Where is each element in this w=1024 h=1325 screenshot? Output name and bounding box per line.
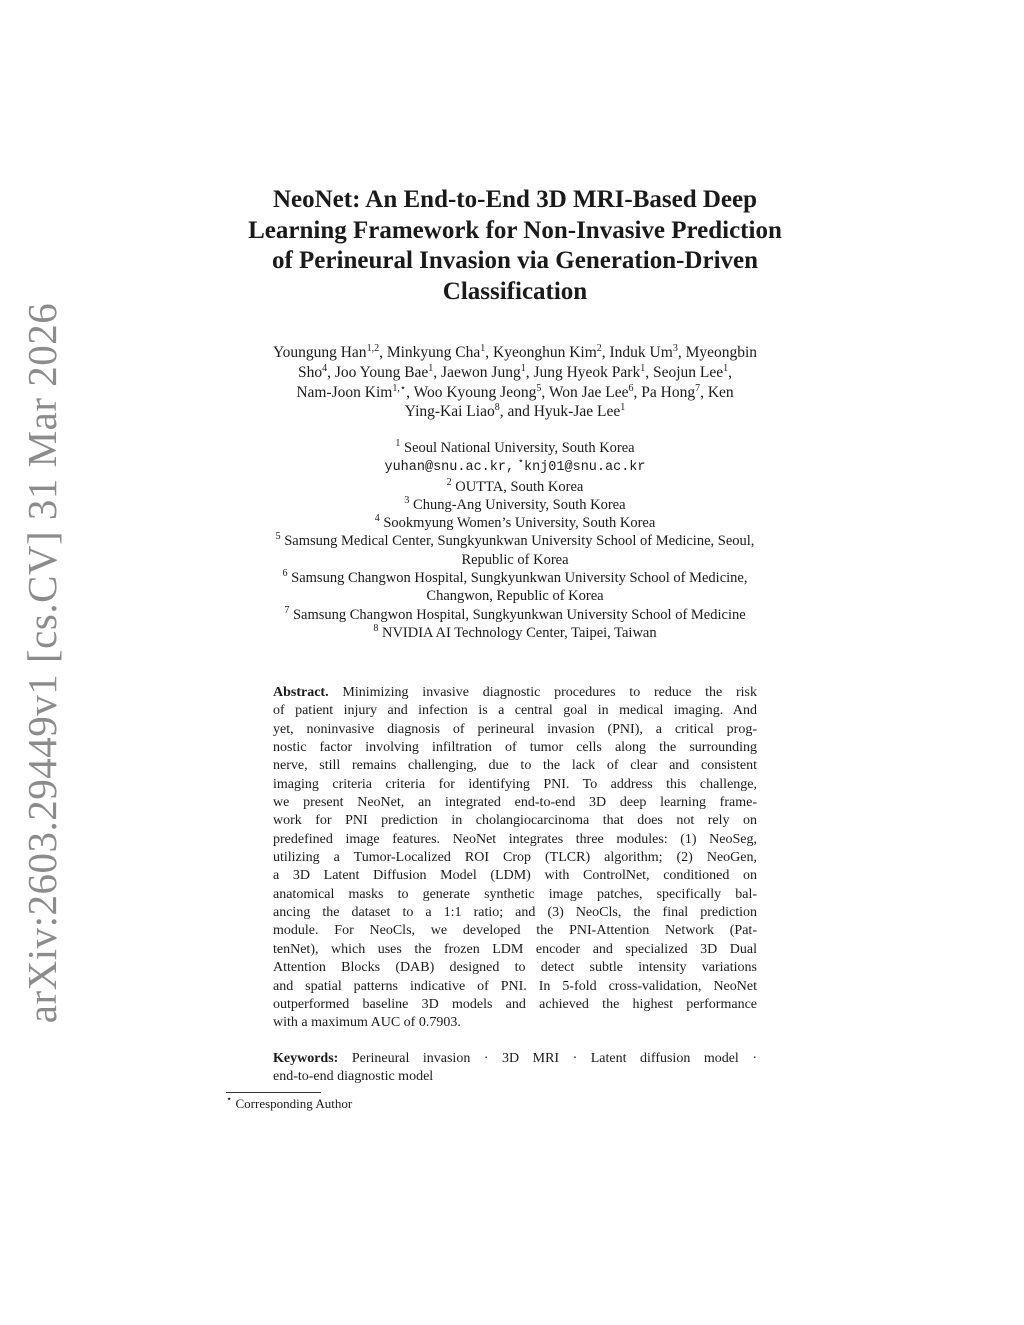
affiliation-emails (200, 457, 830, 477)
affiliation-number: 7 (284, 604, 290, 616)
email-link[interactable]: yuhan@snu.ac.kr, (384, 460, 515, 476)
author-affiliation-mark: 4 (322, 362, 328, 374)
author-name: Myeongbin (685, 344, 758, 361)
author-list (200, 343, 830, 422)
author-separator: , (601, 344, 610, 361)
abstract-line: imaging criteria criteria for identifying PNI. To address this challenge, (273, 776, 757, 792)
abstract-line: utilizing a Tumor-Localized ROI Crop (TLCR) algorithm; (2) NeoGen, (273, 850, 757, 866)
author-affiliation-mark: 3 (672, 343, 678, 354)
affiliation-number: 2 (446, 476, 452, 488)
author-line (200, 343, 830, 363)
abstract-line: module. For NeoCls, we developed the PNI-Attention Network (Pat- (273, 923, 757, 939)
author-name: Jung Hyeok Park (533, 363, 641, 381)
abstract-line: and spatial patterns indicative of PNI. In 5-fold cross-validation, NeoNet (273, 978, 757, 994)
author-name: Woo Kyoung Jeong (413, 383, 537, 401)
title-line: of Perineural Invasion via Generation-Driven (271, 247, 759, 274)
author-affiliation-mark: 1 (640, 362, 646, 374)
author-name: Pa Hong (641, 383, 696, 401)
author-separator: , (525, 363, 534, 381)
author-affiliation-mark: 1 (428, 362, 434, 374)
author-separator: , (485, 344, 493, 361)
author-affiliation-mark: 1 (723, 362, 729, 374)
abstract (273, 684, 757, 1033)
affiliation-text: Samsung Changwon Hospital, Sungkyunkwan University School of Medicine, (291, 570, 748, 587)
author-name: Sho (297, 363, 323, 381)
affiliation-number: 5 (275, 531, 281, 543)
author-separator: , (406, 383, 414, 401)
author-separator: , (633, 383, 642, 401)
abstract-line: a 3D Latent Diffusion Model (LDM) with ControlNet, conditioned on (273, 868, 757, 884)
affiliation-number: 6 (282, 568, 288, 580)
affiliation-text: Sookmyung Women’s University, South Korea (383, 515, 656, 532)
abstract-line (273, 684, 757, 702)
affiliation-6 (200, 569, 830, 587)
title-line: Learning Framework for Non-Invasive Prediction (248, 216, 782, 244)
affiliation-5 (200, 532, 830, 550)
keywords-label: Keywords: (273, 1051, 339, 1066)
abstract-line: with a maximum AUC of 0.7903. (273, 1015, 461, 1031)
author-separator: , (677, 344, 686, 361)
abstract-line: work for PNI prediction in cholangiocarcinoma that does not rely on (273, 813, 757, 829)
affiliation-number: 8 (373, 622, 379, 634)
author-separator: , (541, 383, 549, 401)
email-link[interactable]: knj01@snu.ac.kr (523, 460, 646, 476)
paper-title (205, 185, 825, 307)
author-line (200, 383, 830, 403)
affiliation-number: 1 (395, 438, 401, 449)
author-separator: , (433, 363, 442, 381)
author-name: Ken (707, 383, 734, 401)
author-affiliation-mark: 1 (520, 362, 526, 374)
author-name: Nam-Joon Kim (296, 383, 393, 401)
abstract-line: yet, noninvasive diagnosis of perineural invasion (PNI), a critical prog- (273, 721, 757, 737)
abstract-line: nerve, still remains challenging, due to the lack of clear and consistent (273, 758, 757, 774)
affiliation-text: NVIDIA AI Technology Center, Taipei, Taiwan (381, 624, 657, 641)
keywords-line: end-to-end diagnostic model (273, 1069, 434, 1085)
author-name: Jaewon Jung (441, 363, 521, 381)
keywords-line (273, 1050, 757, 1068)
author-name: Seojun Lee (652, 363, 724, 381)
author-name: Youngung Han (272, 344, 367, 361)
affiliation-5-continued: Republic of Korea (461, 551, 569, 568)
abstract-line: ancing the dataset to a 1:1 ratio; and (3) NeoCls, the final prediction (273, 905, 757, 921)
author-separator: , (728, 363, 733, 381)
footnote-star: ⋆ (226, 1094, 233, 1105)
author-separator: , (700, 383, 708, 401)
author-line (200, 363, 830, 383)
affiliation-list (200, 439, 830, 642)
abstract-line: anatomical masks to generate synthetic image patches, specifically bal- (273, 886, 757, 902)
title-line: Classification (442, 277, 588, 305)
author-separator: , (645, 363, 653, 381)
author-affiliation-mark: 5 (536, 382, 542, 394)
affiliation-text: Samsung Changwon Hospital, Sungkyunkwan University School of Medicine (292, 606, 746, 623)
author-separator: , (379, 344, 387, 361)
author-name: Induk Um (609, 344, 673, 361)
abstract-text: Minimizing invasive diagnostic procedures to reduce the risk (328, 685, 757, 700)
affiliation-7 (200, 606, 830, 624)
author-affiliation-mark: 1,2 (366, 343, 380, 354)
footnote (226, 1096, 352, 1112)
author-separator: , and (499, 403, 534, 421)
keywords (273, 1050, 757, 1087)
arxiv-identifier-stamp: arXiv:2603.29449v1 [cs.CV] 31 Mar 2026 (19, 302, 65, 1024)
author-name: Kyeonghun Kim (493, 344, 597, 361)
abstract-line: tenNet), which uses the frozen LDM encoder and specialized 3D Dual (273, 941, 757, 957)
affiliation-text: Chung-Ang University, South Korea (413, 496, 626, 513)
affiliation-text: Samsung Medical Center, Sungkyunkwan University School of Medicine, Seoul, (284, 533, 755, 550)
abstract-line: we present NeoNet, an integrated end-to-end 3D deep learning frame- (273, 795, 757, 811)
author-affiliation-mark: 1 (620, 402, 626, 414)
title-line: NeoNet: An End-to-End 3D MRI-Based Deep (272, 186, 758, 213)
author-affiliation-mark: 7 (695, 382, 701, 394)
author-affiliation-mark: 6 (628, 382, 634, 394)
author-affiliation-mark: 8 (494, 402, 500, 414)
abstract-line: Attention Blocks (DAB) designed to detect subtle intensity variations (273, 960, 757, 976)
author-name: Minkyung Cha (386, 344, 481, 361)
affiliation-3 (200, 496, 830, 514)
footnote-divider (226, 1092, 321, 1093)
author-affiliation-mark: 2 (596, 343, 602, 354)
affiliation-number: 4 (374, 513, 380, 525)
corresponding-star: ⋆ (517, 456, 524, 468)
author-separator: , (327, 363, 335, 381)
author-name: Won Jae Lee (548, 383, 629, 401)
author-affiliation-mark: 1,⋆ (392, 382, 407, 394)
author-name: Ying-Kai Liao (404, 403, 495, 421)
affiliation-2 (200, 478, 830, 496)
affiliation-text: OUTTA, South Korea (455, 478, 584, 495)
author-affiliation-mark: 1 (480, 343, 486, 354)
affiliation-6-continued: Changwon, Republic of Korea (426, 588, 604, 605)
affiliation-text: Seoul National University, South Korea (404, 440, 635, 456)
abstract-line: of patient injury and infection is a central goal in medical imaging. And (273, 703, 757, 719)
affiliation-1 (200, 439, 830, 457)
author-name: Hyuk-Jae Lee (533, 403, 621, 421)
abstract-line: nostic factor involving infiltration of tumor cells along the surrounding (273, 740, 757, 756)
abstract-line: predefined image features. NeoNet integrates three modules: (1) NeoSeg, (273, 831, 757, 847)
abstract-line: outperformed baseline 3D models and achieved the highest performance (273, 996, 757, 1012)
author-line (200, 402, 830, 422)
affiliation-4 (200, 514, 830, 532)
affiliation-8 (200, 624, 830, 642)
abstract-label: Abstract. (273, 685, 329, 700)
keywords-text: Perineural invasion · 3D MRI · Latent diffusion model · (338, 1051, 757, 1066)
footnote-text: Corresponding Author (232, 1096, 353, 1111)
author-name: Joo Young Bae (334, 363, 429, 381)
affiliation-number: 3 (404, 494, 410, 506)
